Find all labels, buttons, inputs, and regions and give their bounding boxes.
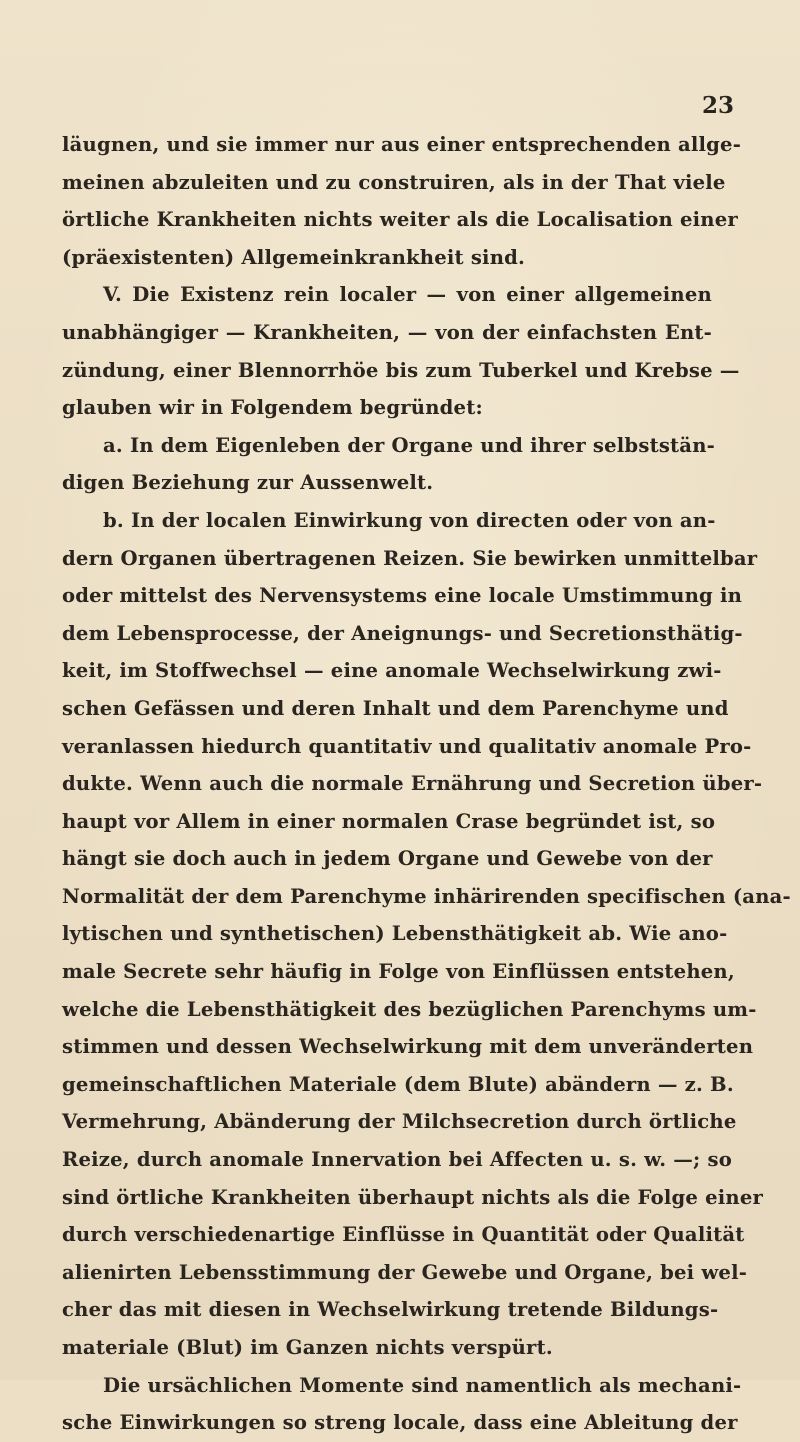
text-line: cher das mit diesen in Wechselwirkung tretende Bildungs- xyxy=(62,1298,719,1322)
text-line: glauben wir in Folgendem begründet: xyxy=(62,396,483,420)
text-line: Die ursächlichen Momente sind namentlich als mechani- xyxy=(103,1373,742,1397)
text-line: lytischen und synthetischen) Lebensthätigkeit ab. Wie ano- xyxy=(62,922,728,946)
text-line: male Secrete sehr häufig in Folge von Einflüssen entstehen, xyxy=(62,960,735,984)
text-line: örtliche Krankheiten nichts weiter als die Localisation einer xyxy=(62,208,738,232)
text-line: dern Organen übertragenen Reizen. Sie bewirken unmittelbar xyxy=(62,546,758,570)
text-line: b. In der localen Einwirkung von directen oder von an- xyxy=(103,508,716,532)
text-line: keit, im Stoffwechsel — eine anomale Wechselwirkung zwi- xyxy=(62,659,722,683)
text-line: zündung, einer Blennorrhöe bis zum Tuberkel und Krebse — xyxy=(62,358,740,382)
text-line: oder mittelst des Nervensystems eine locale Umstimmung in xyxy=(62,584,743,608)
text-line: unabhängiger — Krankheiten, — von der einfachsten Ent- xyxy=(62,320,712,344)
text-line: schen Gefässen und deren Inhalt und dem Parenchyme und xyxy=(62,696,729,720)
text-line: Reize, durch anomale Innervation bei Affecten u. s. w. —; so xyxy=(62,1148,732,1172)
text-line: welche die Lebensthätigkeit des bezüglichen Parenchyms um- xyxy=(62,997,757,1021)
text-line: dukte. Wenn auch die normale Ernährung und Secretion über- xyxy=(62,772,763,796)
text-line: haupt vor Allem in einer normalen Crase begründet ist, so xyxy=(62,809,716,833)
text-line: läugnen, und sie immer nur aus einer entsprechenden allge- xyxy=(62,133,742,156)
body-text xyxy=(62,126,791,1442)
text-line: alienirten Lebensstimmung der Gewebe und Organe, bei wel- xyxy=(62,1260,748,1284)
text-line: veranlassen hiedurch quantitativ und qualitativ anomale Pro- xyxy=(62,734,752,758)
text-line: gemeinschaftlichen Materiale (dem Blute) abändern — z. B. xyxy=(62,1072,734,1096)
text-line: dem Lebensprocesse, der Aneignungs- und Secretionsthätig- xyxy=(62,621,743,645)
text-line: Normalität der dem Parenchyme inhärirenden specifischen (ana- xyxy=(62,884,791,908)
text-line: Vermehrung, Abänderung der Milchsecretion durch örtliche xyxy=(62,1110,737,1134)
text-line: durch verschiedenartige Einflüsse in Quantität oder Qualität xyxy=(62,1223,745,1247)
text-line: sind örtliche Krankheiten überhaupt nichts als die Folge einer xyxy=(62,1185,764,1209)
text-line: V. Die Existenz rein localer — von einer allgemeinen xyxy=(103,283,712,307)
page-number: 23 xyxy=(702,92,735,119)
text-line: (präexistenten) Allgemeinkrankheit sind. xyxy=(62,245,526,269)
text-line: materiale (Blut) im Ganzen nichts verspürt. xyxy=(62,1336,553,1359)
text-line: sche Einwirkungen so streng locale, dass eine Ableitung der xyxy=(62,1411,738,1435)
text-line: hängt sie doch auch in jedem Organe und Gewebe von der xyxy=(62,847,713,871)
text-line: a. In dem Eigenleben der Organe und ihrer selbststän- xyxy=(103,433,715,457)
text-line: stimmen und dessen Wechselwirkung mit dem unveränderten xyxy=(62,1035,754,1059)
text-line: digen Beziehung zur Aussenwelt. xyxy=(62,471,434,495)
text-line: meinen abzuleiten und zu construiren, als in der That viele xyxy=(62,170,726,194)
